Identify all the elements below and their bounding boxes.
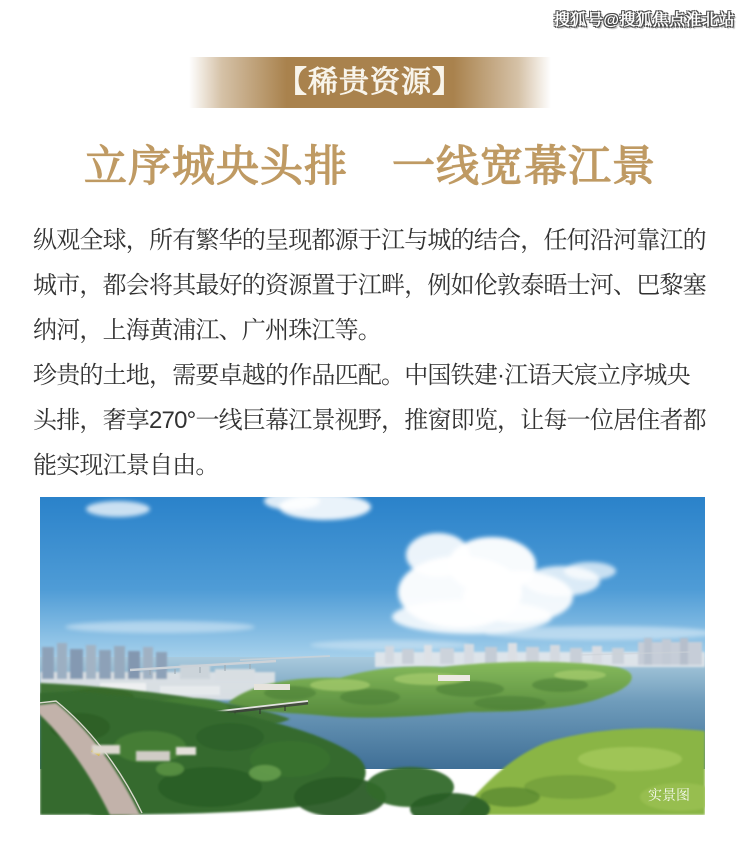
text-line: 珍贵的土地，需要卓越的作品匹配。中国铁建·江语天宸立序城央 — [33, 362, 690, 389]
island-building — [438, 675, 470, 681]
text-line: 纵观全球，所有繁华的呈现都源于江与城的结合，任何沿河靠江的 — [33, 227, 706, 254]
text-line: 城市，都会将其最好的资源置于江畔，例如伦敦泰晤士河、巴黎塞 — [33, 272, 706, 299]
paragraph — [33, 218, 709, 353]
text-line: 头排，奢享270°一线巨幕江景视野，推窗即览，让每一位居住者都 — [33, 407, 706, 434]
sohu-watermark: 搜狐号@搜狐焦点淮北站 — [553, 12, 735, 29]
paragraph — [33, 353, 709, 488]
text-line: 纳河，上海黄浦江、广州珠江等。 — [33, 317, 381, 344]
section-banner: 【稀贵资源】 — [189, 57, 551, 108]
photo-caption: 实景图 — [648, 787, 690, 803]
hero-photo — [40, 497, 705, 815]
page-title: 立序城央头排 一线宽幕江景 — [84, 143, 656, 191]
island-building — [254, 684, 290, 690]
text-line: 能实现江景自由。 — [33, 452, 219, 479]
article-body — [33, 218, 709, 488]
aerial-river-photo — [40, 497, 705, 815]
